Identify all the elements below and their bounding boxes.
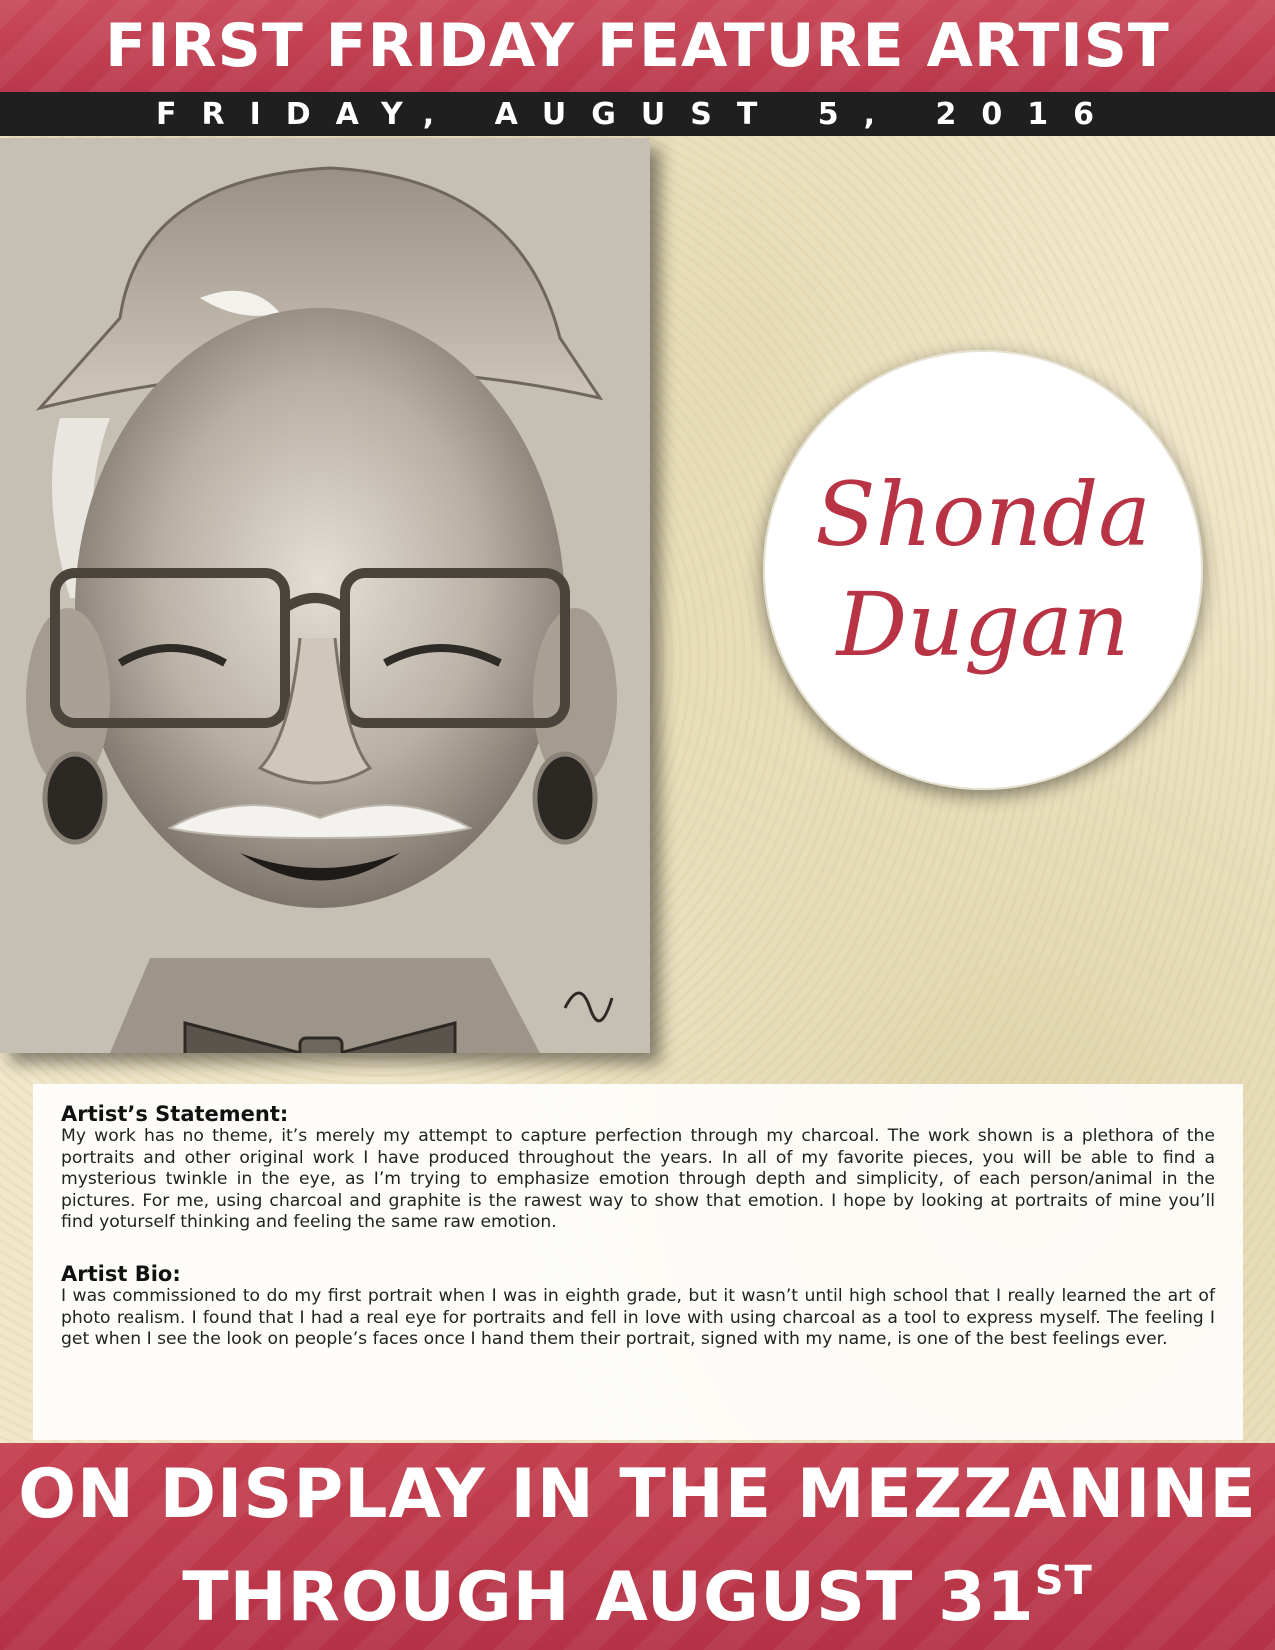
page-title: FIRST FRIDAY FEATURE ARTIST (105, 11, 1170, 81)
footer-banner (0, 1443, 1275, 1650)
footer-line-2-main: THROUGH AUGUST 31 (182, 1558, 1035, 1637)
footer-line-2 (182, 1538, 1093, 1641)
event-date: FRIDAY, AUGUST 5, 2016 (156, 96, 1119, 132)
footer-line-1: ON DISPLAY IN THE MEZZANINE (18, 1455, 1257, 1534)
header-banner (0, 0, 1275, 92)
charcoal-portrait-image (0, 138, 650, 1053)
artist-name-badge (763, 350, 1203, 790)
statement-heading: Artist’s Statement: (61, 1102, 289, 1126)
bio-text: I was commissioned to do my first portrait when I was in eighth grade, but it wasn’t until high school that I really learned the art of photo realism. I found that I had a real eye for portraits and fell in love with using charcoal as a tool to express myself. The feeling I get when I see the look on people’s faces once I hand them their portrait, signed with my name, is one of the best feelings ever. (61, 1285, 1215, 1350)
footer-ordinal-suffix: ST (1034, 1558, 1093, 1604)
artist-info-panel (33, 1084, 1243, 1440)
date-bar (0, 92, 1275, 136)
statement-text: My work has no theme, it’s merely my attempt to capture perfection through my charcoal. The work shown is a plethora of the portraits and other original work I have produced throughout the years. In all of my favorite pieces, you will be able to find a mysterious twinkle in the eye, as I’m trying to emphasize emotion through depth and simplicity, of each person/animal in the pictures. For me, using charcoal and graphite is the rawest way to show that emotion. I hope by looking at portraits of mine you’ll find yoturself thinking and feeling the same raw emotion. (61, 1126, 1215, 1233)
artist-last-name: Dugan (836, 573, 1130, 676)
bio-heading: Artist Bio: (61, 1261, 181, 1286)
portrait-drawing (0, 138, 650, 1053)
artist-first-name: Shonda (815, 463, 1151, 566)
